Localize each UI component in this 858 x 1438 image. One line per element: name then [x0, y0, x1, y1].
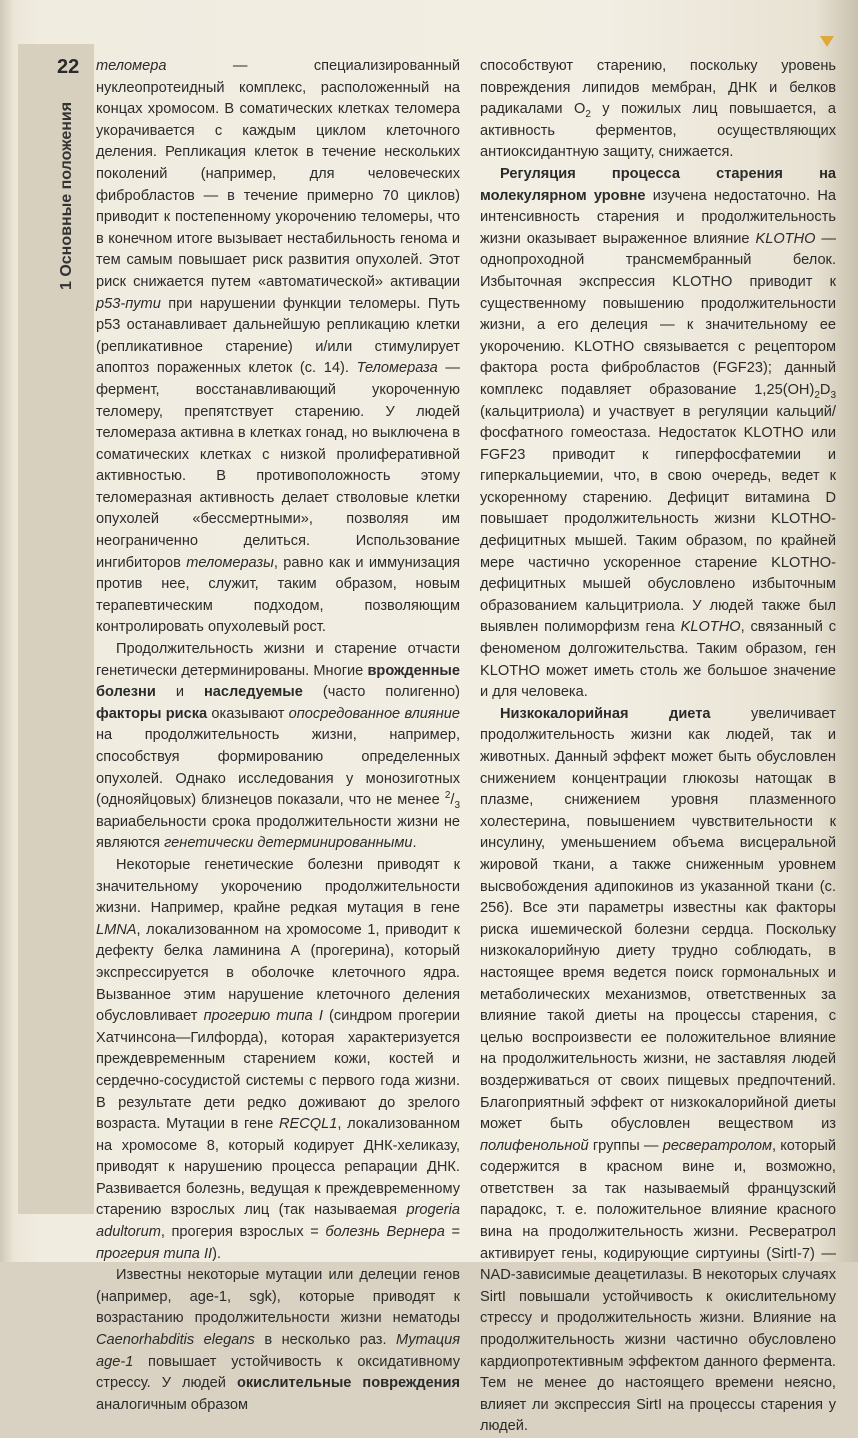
continue-arrow-icon: [820, 36, 834, 47]
paragraph: Регуляция процесса старения на молекулярном уровне изучена недостаточно. На интенсивность старения и продолжительность жизни оказывает выраженное влияние KLOTHO — однопроходной трансмембранный белок. Избыточная экспрессия KLOTHO приводит к существенному повышению продолжительности жизни, а его делеция — к значительному ее укорочению. KLOTHO связывается с рецептором фактора роста фибробластов (FGF23); данный комплекс подавляет образование $1,25(OH)_2D_3$ (кальцитриола) и участвует в регуляции кальций/фосфатного гомеостаза. Недостаток KLOTHO или FGF23 приводит к гиперфосфатемии и гиперкальциемии, что, в свою очередь, ведет к ускоренному старению. Дефицит витамина D повышает продолжительность жизни KLOTHO-дефицитных мышей. Таким образом, по крайней мере частично ускоренное старение KLOTHO-дефицитных мышей обусловлено избыточным образованием кальцитриола. У людей также был выявлен полиморфизм гена KLOTHO, связанный с феноменом долгожительства. Таким образом, ген KLOTHO может иметь столь же большое значение и для человека.: [480, 165, 836, 701]
paragraph: Некоторые генетические болезни приводят к значительному укорочению продолжительности жизни. Например, крайне редкая мутация в гене LMNA, локализованном на хромосоме 1, приводит к дефекту белка ламинина А (прогерина), который экспрессируется в оболочке клеточного ядра. Вызванное этим нарушение клеточного деления обусловливает прогерию типа I (синдром прогерии Хатчинсона—Гилфорда), которая характеризуется преждевременным старением кожи, костей и сердечно-сосудистой системы с первого года жизни. В результате дети редко доживают до зрелого возраста. Мутации в гене RECQL1, локализованном на хромосоме 8, который кодирует ДНК-хеликазу, приводят к нарушению процесса репарации ДНК. Развивается болезнь, ведущая к преждевременному старению взрослых лиц (так называемая progeria adultorum, прогерия взрослых = болезнь Вернера = прогерия типа II).: [96, 856, 461, 1262]
left-text-column: [96, 56, 460, 1416]
paragraph: теломера — специализированный нуклеопротеидный комплекс, расположенный на концах хромосом. В соматических клетках теломера укорачивается с каждым циклом клеточного деления. Репликация клеток в течение нескольких поколений (например, для человеческих фибробластов — в течение примерно 70 циклов) приводит к постепенному укорочению теломеры, что в конечном итоге вызывает нестабильность генома и тем самым повышает риск развития опухолей. Этот риск снижается путем «автоматической» активации p53-пути при нарушении функции теломеры. Путь p53 останавливает дальнейшую репликацию клетки (репликативное старение) и/или стимулирует апоптоз пораженных клеток (с. 14). Теломераза — фермент, восстанавливающий укороченную теломеру, препятствует старению. У людей теломераза активна в клетках гонад, но выключена в соматических клетках с низкой пролиферативной активностью. В противоположность этому теломеразная активность делает стволовые клетки опухолей «бессмертными», позволяя им неограниченно делиться. Использование ингибиторов теломеразы, равно как и иммунизация против нее, служит, таким образом, новым терапевтическим подходом, позволяющим контролировать опухолевый рост.: [96, 58, 461, 636]
paragraph: Низкокалорийная диета увеличивает продолжительность жизни как людей, так и животных. Данный эффект может быть обусловлен снижением концентрации глюкозы натощак в плазме, снижением уровня плазменного холестерина, повышением чувствительности к инсулину, уменьшением объема висцеральной жировой ткани, а также сниженным уровнем высвобождения адипокинов из указанной ткани (с. 256). Все эти параметры известны как факторы риска ишемической болезни сердца. Поскольку низкокалорийную диету трудно соблюдать, в настоящее время ведется поиск гормональных и метаболических механизмов, ответственных за влияние такой диеты на процессы старения, с целью воспроизвести ее положительное влияние на продолжительность жизни, не заставляя людей воздерживаться от своих пищевых предпочтений. Благоприятный эффект от низкокалорийной диеты может быть обусловлен веществом из полифенольной группы — ресвератролом, который содержится в красном вине и, возможно, ответствен за так называемый французский парадокс, т. е. положительное влияние красного вина на продолжительность жизни. Ресвератрол активирует гены, кодирующие сиртуины (SirtI-7) — NAD-зависимые деацетилазы. В некоторых случаях SirtI повышали устойчивость к окислительному стрессу и продолжительность жизни. Влияние на продолжительность жизни частично обусловлено кардиопротективным эффектом данного фермента. Тем не менее до настоящего времени неясно, влияет ли экспрессия SirtI на процессы старения у людей.: [480, 705, 836, 1435]
right-text-column: [480, 56, 836, 1438]
chapter-side-band: [18, 44, 94, 1214]
paragraph: Продолжительность жизни и старение отчасти генетически детерминированы. Многие врожденные болезни и наследуемые (часто полигенно) факторы риска оказывают опосредованное влияние на продолжительность жизни, например, способствуя формированию определенных опухолей. Однако исследования у монозиготных (однояйцовых) близнецов показали, что не менее $^2/_3$ вариабельности срока продолжительности жизни не являются генетически детерминированными.: [96, 641, 461, 852]
paragraph: способствуют старению, поскольку уровень повреждения липидов мембран, ДНК и белков радикалами $O_2$ у пожилых лиц повышается, а активность ферментов, осуществляющих антиоксидантную защиту, снижается.: [480, 58, 836, 161]
paragraph: Известны некоторые мутации или делеции генов (например, age-1, sgk), которые приводят к возрастанию продолжительности жизни нематоды Caenorhabditis elegans в несколько раз. Мутация age-1 повышает устойчивость к оксидативному стрессу. У людей окислительные повреждения аналогичным образом: [96, 1267, 461, 1413]
page-number: 22: [57, 56, 80, 78]
chapter-side-title: 1 Основные положения: [58, 101, 75, 290]
